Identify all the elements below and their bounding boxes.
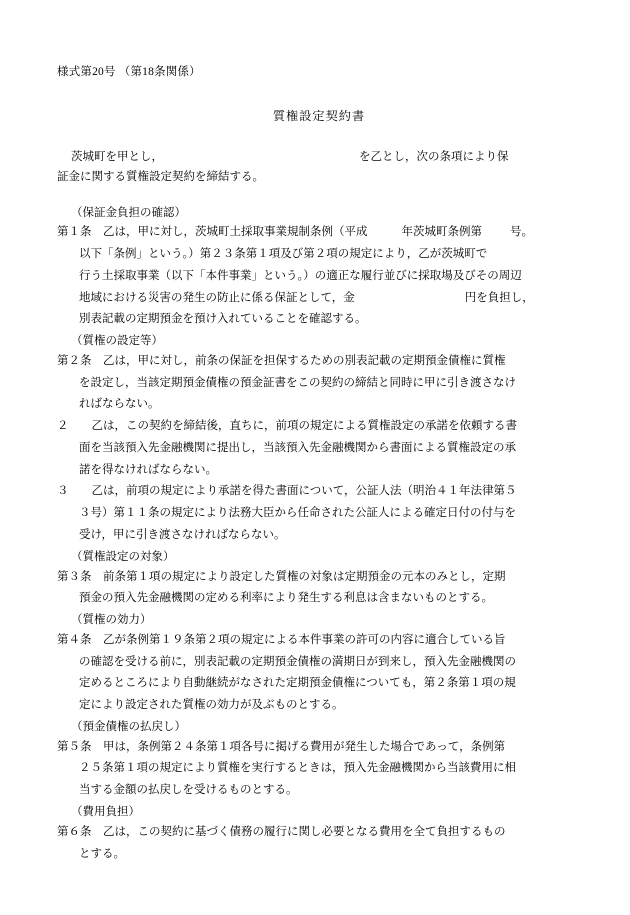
section-6-line-2: とする。 [79, 847, 125, 860]
section-1-text-3: 号。 [510, 226, 533, 239]
section-1-line-2: 以下「条例」という。）第２３条第１項及び第２項の規定により，乙が茨城町で [79, 248, 488, 261]
document-body [57, 63, 575, 866]
section-5-line-2: ２５条第１項の規定により質権を実行するときは，預入先金融機関から当該費用に相 [79, 762, 516, 775]
section-5-line-1: 第５条 甲は，条例第２４条第１項各号に掲げる費用が発生した場合であって，条例第 [57, 740, 506, 753]
section-1-line-4 [57, 289, 575, 309]
document-title: 質権設定契約書 [272, 109, 366, 123]
section-1-line-5: 別表記載の定期預金を預け入れていることを確認する。 [79, 313, 367, 326]
section-2-line-4: ２ 乙は，この契約を締結後，直ちに，前項の規定による質権設定の承諾を依頼する書 [57, 420, 517, 433]
intro-paragraph [57, 148, 575, 188]
section-heading-4: （質権の効力） [71, 614, 152, 627]
section-heading-2: （質権の設定等） [71, 335, 163, 348]
section-1-line-3: 行う土採取事業（以下「本件事業」という。）の適正な履行並びに採取場及びその周辺 [79, 269, 522, 282]
section-3-line-2: 預金の預入先金融機関の定める利率により発生する利息は含まないものとする。 [79, 592, 493, 605]
intro-text-part2: を乙とし，次の条項により保 [359, 151, 509, 163]
section-4-line-3: 定めるところにより自動継続がなされた定期預金債権についても，第２条第１項の規 [79, 677, 516, 690]
intro-text-part3: 証金に関する質権設定契約を締結する。 [57, 170, 264, 183]
section-2-line-8: ３号）第１１条の規定により法務大臣から任命された公証人による確定日付の付与を [79, 507, 516, 520]
section-heading-6: （費用負担） [71, 805, 140, 818]
intro-text-part1: 茨城町を甲とし， [71, 151, 163, 163]
section-1-text-4: 地域における災害の発生の防止に係る保証として，金 [79, 291, 355, 304]
section-2-line-5: 面を当該預入先金融機関に提出し，当該預入先金融機関から書面による質権設定の承 [79, 441, 516, 454]
section-5-line-3: 当する金額の払戻しを受けるものとする。 [79, 784, 298, 797]
section-2-line-7: ３ 乙は，前項の規定により承諾を得た書面について，公証人法（明治４１年法律第５ [57, 485, 517, 498]
section-6-line-1: 第６条 乙は，この契約に基づく債務の履行に関し必要となる費用を全て負担するもの [57, 825, 506, 838]
section-4-line-2: の確認を受ける前に，別表記載の定期預金債権の満期日が到来し，預入先金融機関の [79, 655, 516, 668]
section-1-text-5: 円を負担し， [464, 291, 534, 304]
section-4-line-1: 第４条 乙が条例第１９条第２項の規定による本件事業の許可の内容に適合している旨 [57, 633, 506, 646]
section-2-line-6: 諾を得なければならない。 [79, 463, 217, 476]
section-1-line-1 [57, 223, 575, 243]
section-1-text-2: 年茨城町条例第 [401, 226, 482, 239]
section-3-line-1: 第３条 前条第１項の規定により設定した質権の対象は定期預金の元本のみとし，定期 [57, 570, 506, 583]
section-2-line-1: 第２条 乙は，甲に対し，前条の保証を担保するための別表記載の定期預金債権に質権 [57, 354, 506, 367]
section-2-line-9: 受け，甲に引き渡さなければならない。 [79, 529, 286, 542]
section-heading-3: （質権設定の対象） [71, 550, 175, 563]
form-number: 様式第20号 （第18条関係） [57, 66, 201, 78]
section-heading-5: （預金債権の払戻し） [71, 720, 186, 733]
section-heading-1: （保証金負担の確認） [71, 206, 186, 219]
section-4-line-4: 定により設定された質権の効力が及ぶものとする。 [79, 699, 344, 712]
section-2-line-2: を設定し，当該定期預金債権の預金証書をこの契約の締結と同時に甲に引き渡さなけ [79, 376, 516, 389]
section-1-text-1: 第１条 乙は，甲に対し，茨城町土採取事業規制条例（平成 [57, 226, 368, 239]
section-2-line-3: ればならない。 [79, 398, 160, 411]
